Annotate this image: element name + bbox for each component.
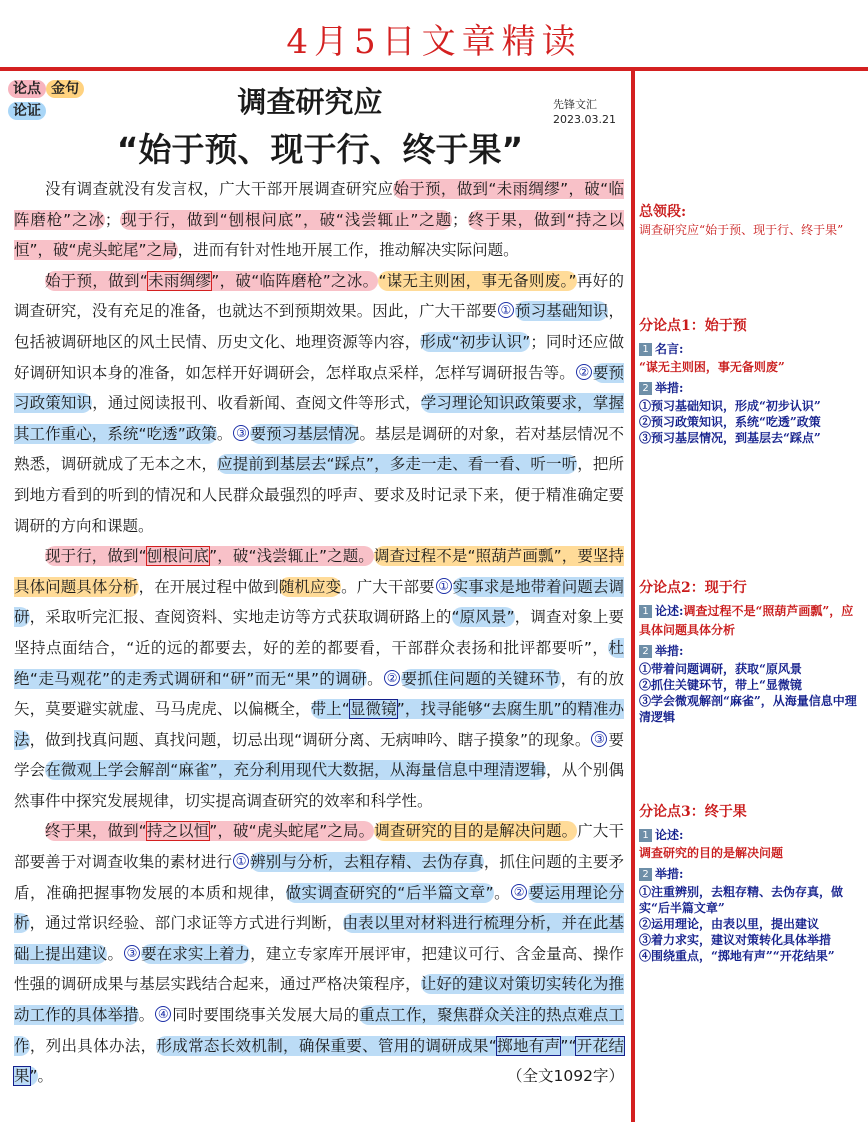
highlight-argument: 让好的建议对策切实转化为推动工作的具体举措 [14,975,624,1025]
boxed-keyword: 持之以恒 [146,822,210,841]
highlight-quote: 调查过程不是“照葫芦画瓢”，要坚持具体问题具体分析 [14,547,625,596]
text-segment: 现于行，做到“ [45,547,147,566]
legend-lundian: 论点 [8,80,46,98]
text-segment: ； [452,210,468,229]
text-segment: 论述: [655,828,684,842]
text-segment: 同时要围绕事关发展大局的 [172,1006,360,1025]
text-segment: ”，破“临阵磨枪”之冰。 [211,271,379,290]
legend [8,80,84,124]
note-item: ④围绕重点，“掷地有声”“开花结果” [639,949,835,963]
legend-lunzheng: 论证 [8,102,46,120]
text-segment: 。广大干部要 [341,577,435,596]
number-square-icon: 2 [639,868,652,881]
paragraph-3 [14,541,624,816]
note-point3-text: 调查研究的目的是解决问题 [639,846,784,860]
note-item: ①带着问题调研，获取“原风景 [639,662,802,676]
text-segment: ” [29,1067,38,1086]
highlight-argument: 学习理论知识政策要求，掌握其工作重心，系统“吃透”政策 [14,394,624,443]
highlight-quote: 随机应变 [278,577,342,596]
word-count: （全文1092字） [507,1067,624,1086]
highlight-argument: 辨别与分析，去粗存精、去伪存真 [250,853,484,872]
note-item: ①注重辨别，去粗存精、去伪存真，做实“后半篇文章” [639,885,844,915]
text-segment: 。基层是调研的对象，若对基层情况不熟悉，调研就成了无本之木， [14,424,624,474]
text-segment: 。 [493,883,511,902]
text-segment: 带上“ [310,700,350,719]
circled-number: ③ [124,945,140,961]
text-segment: 。 [37,1067,54,1086]
text-segment: ，通过常识经验、部门求证等方式进行判断， [29,914,343,933]
number-square-icon: 1 [639,829,652,842]
article-meta [553,97,616,127]
highlight-argument: “原风景” [451,608,515,627]
header-banner [0,0,868,68]
text-segment: 要学会 [14,730,624,780]
highlight-argument: 实事求是地带着问题去调研 [14,577,624,627]
note-point2 [639,578,863,725]
highlight-argument: 形成“初步认识” [420,332,531,351]
note-point2-text: 调查过程不是“照葫芦画瓢”，应具体问题具体分析 [639,604,854,637]
text-segment: ，通过阅读报刊、收看新闻、查阅文件等形式， [92,394,421,413]
text-segment: 终于果，做到“ [45,822,147,841]
text-segment: 。 [107,944,124,963]
highlight-point [45,821,374,841]
paragraph-2 [14,266,624,541]
source-name: 先锋文汇 [553,98,597,111]
text-segment: 名言: [655,342,684,356]
highlight-argument: 在微观上学会解剖“麻雀”，充分利用现代大数据，从海量信息中理清逻辑 [45,761,546,780]
article-title-line2: “始于预、现于行、终于果” [116,130,524,169]
highlight-argument: 应提前到基层去“踩点”，多走一走、看一看、听一听 [217,455,578,474]
text-segment: ，调查对象上要坚持点面结合，“近的远的都要去，好的差的都要看，干部群众表扬和批评都要听”， [14,608,624,657]
article-body [14,174,624,1092]
text-segment: ”，找寻能够“去腐生肌”的精准办法 [14,700,624,749]
highlight-argument: 要在求实上着力 [141,944,251,963]
highlight-point [45,546,374,566]
note-item: ②预习政策知识，系统“吃透”政策 [639,415,821,429]
text-segment: ，列出具体办法， [29,1036,157,1055]
highlight-quote: 调查研究的目的是解决问题。 [374,822,578,841]
note-general-body: 调查研究应“始于预、现于行、终于果” [639,223,844,237]
text-segment: ，抓住问题的主要矛盾，准确把握事物发展的本质和规律， [14,853,624,902]
note-point2-head: 分论点2：现于行 [639,580,747,596]
circled-number: ③ [591,731,607,747]
text-segment: 广大干部要善于对调查收集的素材进行 [14,822,624,872]
text-segment: 再好的调查研究，没有充足的准备，也就达不到预期效果。因此，广大干部要 [14,271,624,321]
circled-number: ① [233,853,249,869]
number-square-icon: 1 [639,605,652,618]
note-general [639,202,863,238]
text-segment: 形成常态长效机制，确保重要、管用的调研成果“ [156,1036,497,1055]
highlight-argument: 杜绝“走马观花”的走秀式调研和“研”而无“果”的调研 [14,638,624,688]
legend-jinju: 金句 [46,80,84,98]
highlight-argument: 做实调查研究的“后半篇文章” [285,883,494,902]
circled-number: ② [576,364,592,380]
note-item: ③着力求实，建议对策转化具体举措 [639,933,832,947]
note-general-head: 总领段: [639,204,687,220]
highlight-point [45,271,378,291]
text-segment: ，建立专家库开展评审，把建议可行、含金量高、操作性强的调研成果与基层实践结合起来，通过严格决策程序， [14,944,624,994]
text-segment: ，从个别偶然事件中探究发展规律，切实提高调查研究的效率和科学性。 [14,761,624,810]
highlight-point: 终于果，做到“持之以恒”，破“虎头蛇尾”之局 [14,210,625,260]
paragraph-1 [14,174,624,266]
circled-number: ③ [233,425,249,441]
banner-title: 4月5日文章精读 [286,22,582,62]
highlight-argument: 要运用理论分析 [14,883,624,933]
note-item: ②运用理论，由表以里，提出建议 [639,917,820,931]
text-segment: ； [104,210,121,229]
article-title-line1: 调查研究应 [237,85,383,119]
paragraph-4 [14,816,624,1091]
circled-number: ④ [155,1006,171,1022]
note-item: ②抓住关键环节，带上“显微镜 [639,678,802,692]
note-point3 [639,802,863,964]
highlight-quote: “谋无主则困，事无备则废。” [378,271,577,290]
text-segment: 。 [216,424,233,443]
text-segment: ，做到找真问题、真找问题，切忌出现“调研分离、无病呻吟、瞎子摸象”的现象。 [29,730,591,749]
text-segment: ，采取听完汇报、查阅资料、实地走访等方式获取调研路上的 [29,608,452,627]
circled-number: ① [498,302,514,318]
text-segment: ，进而有针对性地开展工作，推动解决实际问题。 [177,241,519,260]
text-segment: ”，破“虎头蛇尾”之局。 [209,822,375,841]
text-segment: 举措: [655,867,684,881]
highlight-point: 现于行，做到“刨根问底”，破“浅尝辄止”之题 [120,210,453,229]
boxed-keyword: 显微镜 [349,700,397,719]
text-segment: 举措: [655,381,684,395]
highlight-argument: 要抓住问题的关键环节 [401,669,561,688]
circled-number: ② [511,884,527,900]
boxed-keyword: 刨根问底 [146,547,210,566]
highlight-argument: 由表以里对材料进行梳理分析，并在此基础上提出建议 [14,914,624,963]
highlight-argument: 重点工作，聚焦群众关注的热点难点工作 [14,1006,624,1055]
circled-number: ① [436,578,452,594]
text-segment: 论述: [655,604,684,618]
circled-number: ② [384,670,400,686]
text-segment: ，包括被调研地区的风土民情、历史文化、地理资源等内容， [14,302,624,351]
boxed-keyword: 未雨绸缪 [147,271,212,290]
number-square-icon: 2 [639,645,652,658]
number-square-icon: 1 [639,343,652,356]
note-point1-quote: “谋无主则困，事无备则废” [639,360,785,374]
boxed-keyword: 开花结果 [14,1036,624,1086]
note-point1-head: 分论点1：始于预 [639,318,747,334]
column-divider [631,71,635,1122]
highlight-argument: 要预习基层情况 [250,424,360,443]
text-segment: ，在开展过程中做到 [138,577,279,596]
note-item: ③学会微观解剖“麻雀”，从海量信息中理清逻辑 [639,694,857,724]
boxed-keyword: 掷地有声 [496,1036,561,1055]
highlight-argument: 要预习政策知识 [14,363,624,413]
number-square-icon: 2 [639,382,652,395]
header-divider [0,67,868,71]
text-segment: ，把所到地方看到的听到的情况和人民群众最强烈的呼声、要求及时记录下来，便于精准确定要调研的方向和课题。 [14,455,624,535]
note-point3-head: 分论点3：终于果 [639,804,747,820]
text-segment: 。 [367,669,384,688]
text-segment: 没有调查就没有发言权，广大干部开展调查研究应 [45,180,394,198]
text-segment: 始于预，做到“ [45,271,148,290]
highlight-argument: 预习基础知识 [514,302,609,321]
note-item: ①预习基础知识，形成“初步认识” [639,399,821,413]
text-segment: ”，破“浅尝辄止”之题。 [209,547,374,566]
publish-date: 2023.03.21 [553,113,616,126]
text-segment: ，有的放矢，莫要避实就虚、马马虎虎、以偏概全， [14,669,624,719]
text-segment: 举措: [655,644,684,658]
text-segment: ；同时还应做好调研知识本身的准备，如怎样开好调研会，怎样取点采样，怎样写调研报告等。 [14,332,624,382]
highlight-point: 始于预，做到“未雨绸缪”，破“临阵磨枪”之冰 [14,180,624,229]
note-item: ③预习基层情况，到基层去“踩点” [639,431,821,445]
text-segment: 。 [138,1006,155,1025]
note-point1 [639,316,863,446]
text-segment: ”“ [560,1036,577,1055]
